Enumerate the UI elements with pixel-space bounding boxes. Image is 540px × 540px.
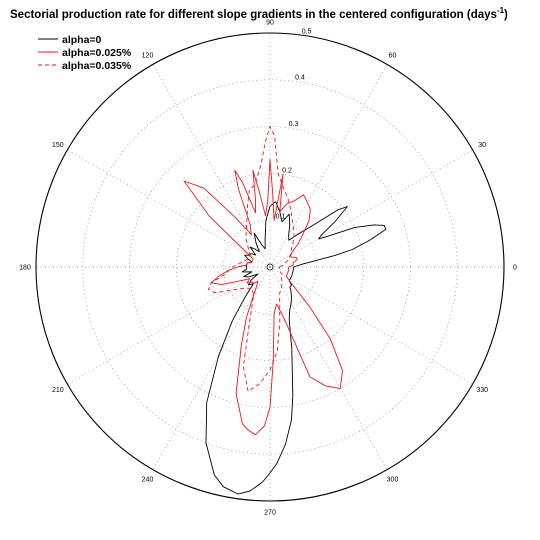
radial-tick-label: 0.5 xyxy=(301,28,312,36)
radial-tick-label: 0.3 xyxy=(288,120,299,128)
angle-tick-label: 240 xyxy=(141,476,154,484)
angle-tick-label: 120 xyxy=(141,52,154,60)
grid-spoke xyxy=(270,267,387,470)
angle-tick-label: 270 xyxy=(264,509,276,517)
chart-title: Sectorial production rate for different slope gradients in the centered configuration (days$^{-1}$) xyxy=(10,6,508,21)
angle-tick-label: 180 xyxy=(19,264,31,272)
angle-tick-label: 0 xyxy=(513,264,517,272)
grid-spoke xyxy=(270,267,473,384)
angle-tick-labels xyxy=(19,20,517,517)
angle-tick-label: 60 xyxy=(388,52,397,60)
angle-tick-label: 150 xyxy=(51,142,64,149)
legend xyxy=(38,34,132,72)
legend-label: alpha=0 xyxy=(62,34,102,46)
series-line-1 xyxy=(184,159,343,434)
radial-tick-labels xyxy=(276,28,312,220)
series-line-0 xyxy=(206,202,386,494)
legend-label: alpha=0.035% xyxy=(62,60,132,72)
grid-spoke xyxy=(270,150,473,267)
radial-tick-label: 0.4 xyxy=(295,74,305,82)
radial-tick-label: 0.2 xyxy=(282,167,292,175)
series-lines xyxy=(184,127,386,495)
grid-spoke xyxy=(270,64,387,267)
grid-spoke xyxy=(67,150,270,267)
legend-label: alpha=0.025% xyxy=(62,47,132,59)
grid-spoke xyxy=(153,64,270,267)
angle-tick-label: 30 xyxy=(478,142,487,149)
radial-tick-label: 0.1 xyxy=(275,213,286,221)
grid-spoke xyxy=(67,267,270,384)
angle-tick-label: 210 xyxy=(51,387,64,394)
polar-grid xyxy=(36,33,504,501)
angle-tick-label: 90 xyxy=(266,19,274,27)
grid-spoke xyxy=(153,267,270,470)
angle-tick-label: 300 xyxy=(386,476,399,484)
angle-tick-label: 330 xyxy=(476,387,489,394)
